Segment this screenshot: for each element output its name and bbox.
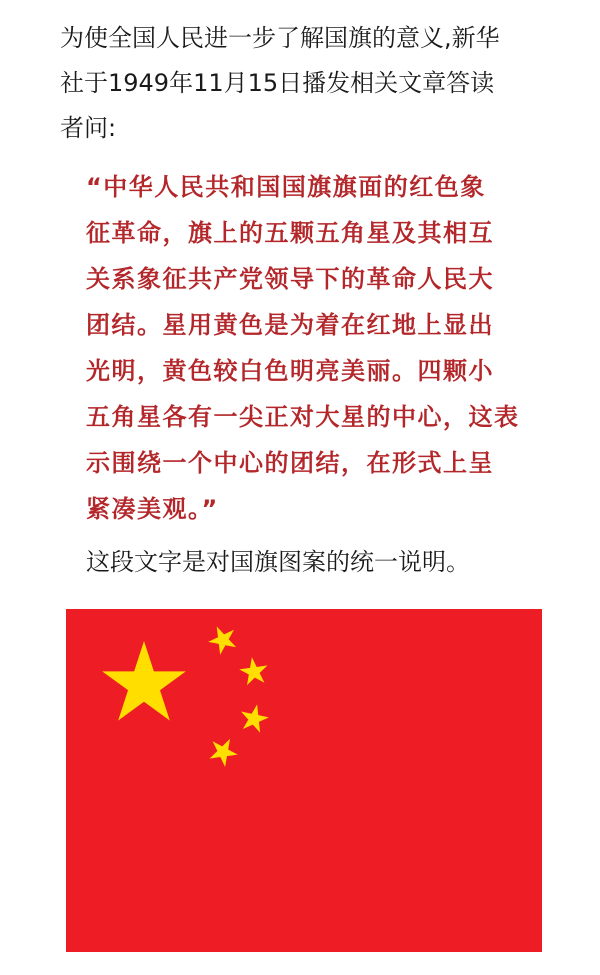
- quote-line-3: 关系象征共产党领导下的革命人民大: [86, 265, 494, 293]
- intro-line-2: 社于1949年11月15日播发相关文章答读: [60, 69, 495, 97]
- quote-line-4: 团结。星用黄色是为着在红地上显出: [86, 311, 494, 339]
- flag-field: [66, 609, 542, 952]
- quote-line-7: 示围绕一个中心的团结，在形式上呈: [86, 449, 494, 477]
- intro-paragraph: [60, 16, 550, 151]
- quote-line-8: 紧凑美观。”: [86, 495, 219, 523]
- intro-line-1: 为使全国人民进一步了解国旗的意义,新华: [60, 24, 500, 52]
- quote-block: [86, 164, 556, 532]
- quote-line-6: 五角星各有一尖正对大星的中心，这表: [86, 403, 520, 431]
- national-flag-image: [66, 609, 542, 952]
- summary-text: 这段文字是对国旗图案的统一说明。: [86, 548, 470, 576]
- quote-line-1: “中华人民共和国国旗旗面的红色象: [86, 173, 486, 201]
- quote-line-5: 光明，黄色较白色明亮美丽。四颗小: [86, 357, 494, 385]
- intro-line-3: 者问:: [60, 114, 117, 142]
- quote-line-2: 征革命，旗上的五颗五角星及其相互: [86, 219, 494, 247]
